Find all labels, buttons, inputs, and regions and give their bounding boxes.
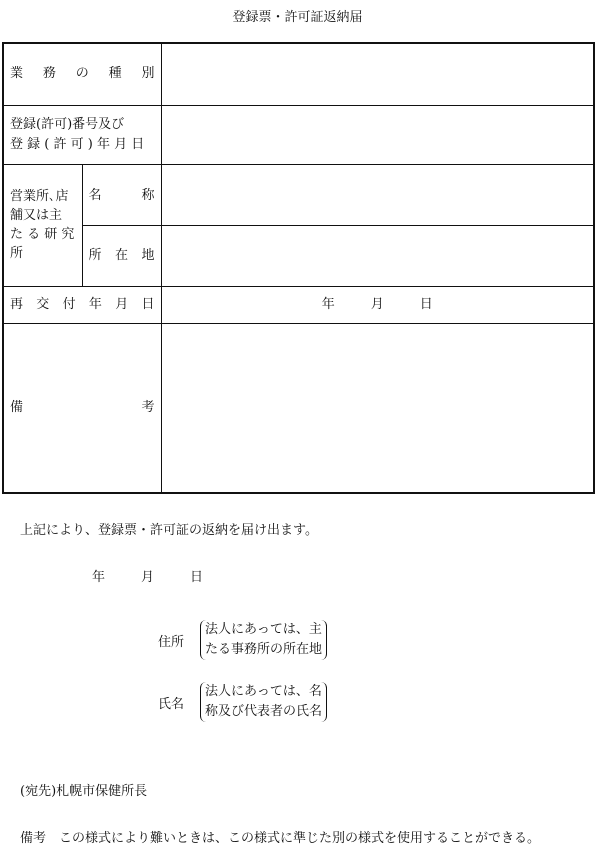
submission-date bbox=[92, 566, 203, 585]
label-char: 在 bbox=[115, 247, 129, 263]
day-unit: 日 bbox=[190, 570, 204, 585]
addressee: (宛先)札幌市保健所長 bbox=[20, 784, 148, 799]
footnote: 備考 この様式により難いときは、この様式に準じた別の様式を使用することができる。 bbox=[20, 831, 541, 846]
month-unit: 月 bbox=[370, 296, 384, 312]
label-char: 別 bbox=[141, 66, 155, 82]
remarks-field[interactable] bbox=[161, 323, 594, 493]
remarks-label bbox=[3, 323, 161, 493]
label-char: 地 bbox=[141, 247, 155, 263]
establishment-label bbox=[3, 164, 82, 286]
label-char: 務 bbox=[42, 66, 56, 82]
establishment-location-field[interactable] bbox=[161, 225, 594, 286]
label-char: 付 bbox=[62, 296, 76, 312]
note-line: 称及び代表者の氏名 bbox=[205, 704, 323, 719]
label-char: 称 bbox=[141, 187, 155, 203]
label-char: 備 bbox=[10, 399, 24, 415]
note-line: 法人にあっては、主 bbox=[205, 622, 322, 637]
reissue-date-field[interactable] bbox=[161, 286, 594, 323]
label-char: 名 bbox=[88, 187, 102, 203]
business-type-label bbox=[3, 43, 161, 105]
label-char: 交 bbox=[36, 296, 50, 312]
label-line: 舗又は主 bbox=[10, 208, 63, 223]
label-line: た る 研 究 bbox=[10, 227, 75, 242]
name-signature-label: 氏名 bbox=[158, 697, 185, 712]
establishment-name-field[interactable] bbox=[161, 164, 594, 225]
reissue-date-label bbox=[3, 286, 161, 323]
label-char: 業 bbox=[10, 66, 24, 82]
label-char: の bbox=[75, 66, 89, 82]
name-note bbox=[200, 682, 327, 722]
label-char: 年 bbox=[88, 296, 102, 312]
address-label: 住所 bbox=[158, 635, 185, 650]
statement-text: 上記により、登録票・許可証の返納を届け出ます。 bbox=[20, 523, 318, 538]
label-line: 所 bbox=[10, 246, 24, 261]
label-line: 登録(許可)番号及び bbox=[10, 116, 125, 132]
document-title: 登録票・許可証返納届 bbox=[232, 10, 363, 25]
label-line: 営業所､店 bbox=[10, 189, 69, 204]
year-unit: 年 bbox=[92, 570, 106, 585]
registration-number-label bbox=[3, 105, 161, 164]
label-char: 月 bbox=[115, 296, 129, 312]
label-char: 再 bbox=[10, 296, 24, 312]
label-char: 考 bbox=[141, 399, 155, 415]
label-char: 所 bbox=[88, 247, 102, 263]
note-line: 法人にあっては、名 bbox=[205, 684, 322, 699]
registration-number-field[interactable] bbox=[161, 105, 594, 164]
location-label bbox=[82, 225, 161, 286]
year-unit: 年 bbox=[321, 296, 335, 312]
address-note bbox=[200, 620, 327, 660]
day-unit: 日 bbox=[419, 296, 433, 312]
note-line: たる事務所の所在地 bbox=[205, 642, 323, 657]
label-char: 日 bbox=[141, 296, 155, 312]
name-label bbox=[82, 164, 161, 225]
return-notification-form bbox=[2, 42, 595, 494]
business-type-field[interactable] bbox=[161, 43, 594, 105]
label-line: 登 録 ( 許 可 ) 年 月 日 bbox=[10, 136, 145, 152]
label-char: 種 bbox=[108, 66, 122, 82]
month-unit: 月 bbox=[141, 570, 155, 585]
